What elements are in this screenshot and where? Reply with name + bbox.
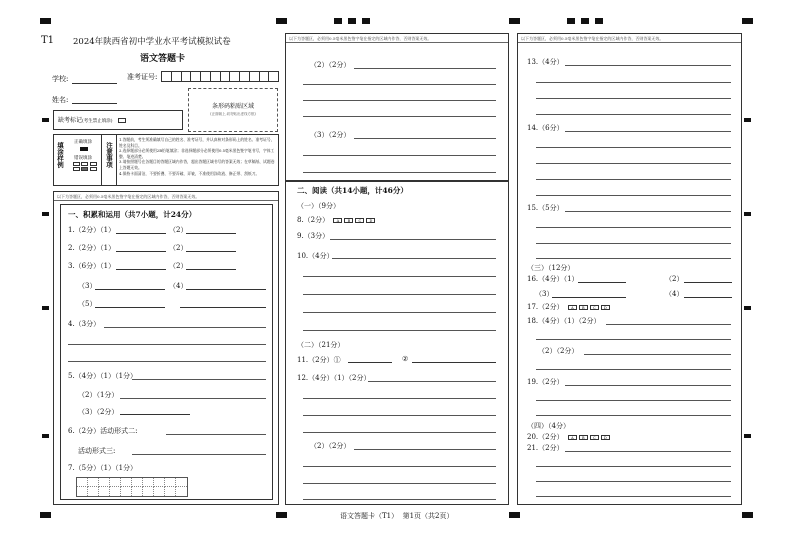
fill-example-side-label: 填涂样例 <box>56 142 64 168</box>
q13-answer-line[interactable] <box>536 82 731 83</box>
q18-answer-line[interactable] <box>584 354 731 355</box>
timing-mark <box>742 18 753 24</box>
q21-answer-line[interactable] <box>536 496 731 497</box>
q6-answer-2[interactable] <box>132 454 266 455</box>
q15-answer-line[interactable] <box>536 243 731 244</box>
q16-answer-4[interactable] <box>684 297 732 298</box>
q10-answer-line[interactable] <box>303 294 496 295</box>
answer-line[interactable] <box>303 172 496 173</box>
q16-label-4: （4） <box>665 290 684 298</box>
q19-answer-line[interactable] <box>536 400 731 401</box>
q8-label <box>297 215 375 225</box>
timing-mark <box>567 18 575 24</box>
note-item: 2.选择题部分必须使用2B铅笔填涂；非选择题部分必须使用0.5毫米黑色签字笔书写，字体工整、笔迹清楚。 <box>119 148 275 159</box>
q10-label: 10.（4分） <box>297 252 334 260</box>
q12-answer-line[interactable] <box>303 483 496 484</box>
q3-label: 3.（6分）（1） <box>68 262 116 270</box>
fill-divider <box>101 134 102 186</box>
q11-answer-2[interactable] <box>412 362 496 363</box>
q3-answer-5b[interactable] <box>180 307 266 308</box>
timing-mark <box>509 512 520 518</box>
q20-label <box>527 432 610 442</box>
notes-list <box>119 137 277 176</box>
q3-label-4: （4） <box>169 282 188 290</box>
q7-label: 7.（5分）（1）（1分） <box>68 464 138 472</box>
name-label: 姓名: <box>52 96 69 104</box>
q2-answer-2[interactable] <box>186 251 236 252</box>
timing-mark <box>744 212 751 216</box>
q16-answer-1[interactable] <box>578 282 626 283</box>
q17-option-c[interactable]: C <box>590 305 599 310</box>
q5-answer-1[interactable] <box>132 379 266 380</box>
q17-text: 17.（2分） <box>527 303 564 311</box>
q10-answer-line[interactable] <box>303 312 496 313</box>
q18-answer-line[interactable] <box>606 324 731 325</box>
answer-notice: 以下为答题区，必须用0.5毫米黑色签字笔在指定的区域内作答，否则答案无效。 <box>518 34 741 43</box>
q3-answer-4[interactable] <box>186 289 266 290</box>
timing-mark <box>744 306 751 310</box>
ticket-label: 准考证号: <box>127 73 158 81</box>
q20-text: 20.（2分） <box>527 433 564 441</box>
timing-mark <box>276 18 287 24</box>
q5-answer-2[interactable] <box>120 398 266 399</box>
part1-label: （一）（9分） <box>297 202 340 210</box>
q8-option-b[interactable]: B <box>344 218 353 223</box>
q12-answer-line[interactable] <box>303 398 496 399</box>
q1-answer-2[interactable] <box>186 233 236 234</box>
q21-answer-line[interactable] <box>536 466 731 467</box>
q15-answer-line[interactable] <box>536 258 731 259</box>
q8-option-c[interactable]: C <box>355 218 364 223</box>
q15-answer-line[interactable] <box>536 227 731 228</box>
timing-mark <box>42 212 49 216</box>
answer-notice: 以下为答题区，必须用0.5毫米黑色签字笔在指定的区域内作答，否则答案无效。 <box>286 34 508 43</box>
q16-answer-2[interactable] <box>684 282 732 283</box>
answer-notice: 以下为答题区，必须用0.5毫米黑色签字笔在指定的区域内作答，否则答案无效。 <box>54 192 278 201</box>
q5-label-2: （2）（1分） <box>78 391 119 399</box>
q20-option-b[interactable]: B <box>579 435 588 440</box>
wrong-fill-label: 错误填涂 <box>74 156 92 161</box>
ticket-number-boxes[interactable] <box>161 71 279 82</box>
q12-answer-line[interactable] <box>368 381 496 382</box>
section2-title: 二、阅读（共14小题，计46分） <box>297 186 408 195</box>
q11-label: 11.（2分）① <box>297 356 341 364</box>
q8-option-a[interactable]: A <box>333 218 342 223</box>
q2-answer-1[interactable] <box>116 251 166 252</box>
q9-label: 9.（3分） <box>297 232 330 240</box>
q15-answer-line[interactable] <box>565 211 731 212</box>
absent-label: 缺考标记 <box>58 117 83 124</box>
q6-label: 6.（2分）活动形式二: <box>68 427 138 435</box>
q9-answer-line[interactable] <box>330 239 496 240</box>
q20-option-d[interactable]: D <box>601 435 610 440</box>
q2-label: 2.（2分）（1） <box>68 244 116 252</box>
q12-answer-line[interactable] <box>303 499 496 500</box>
timing-mark <box>42 434 49 438</box>
q1-label: 1.（2分）（1） <box>68 226 116 234</box>
q3-label-5: （5） <box>78 300 97 308</box>
barcode-note: (正面朝上,切勿贴出虚线方框) <box>210 112 256 116</box>
q5-answer-3[interactable] <box>120 414 190 415</box>
timing-mark <box>742 512 753 518</box>
q14-label: 14.（6分） <box>527 124 564 132</box>
answer-line[interactable] <box>354 138 496 139</box>
correct-fill-label: 正确填涂 <box>74 140 92 145</box>
timing-mark <box>744 118 751 122</box>
q7-2-label: （2）（2分） <box>310 61 351 69</box>
q4-answer-line[interactable] <box>104 327 266 328</box>
q7-3-label: （3）（2分） <box>310 131 351 139</box>
timing-mark <box>42 306 49 310</box>
note-item: 3.请按照题号在各题目的答题区域内作答，超出答题区域书写的答案无效；在草稿纸、试题卷上答题无效。 <box>119 159 275 170</box>
q4-answer-line[interactable] <box>68 344 266 345</box>
q13-answer-line[interactable] <box>565 65 731 66</box>
q11-label-2: ② <box>402 355 409 363</box>
q11-answer-1[interactable] <box>348 362 392 363</box>
page-footer: 语文答题卡（T1） 第1页（共2页） <box>340 512 454 520</box>
q12-answer-line[interactable] <box>303 432 496 433</box>
timing-mark <box>40 512 51 518</box>
school-field[interactable] <box>72 83 117 84</box>
q19-answer-line[interactable] <box>536 415 731 416</box>
q15-label: 15.（5分） <box>527 204 564 212</box>
q3-label-2: （2） <box>169 262 188 270</box>
q17-label <box>527 302 610 312</box>
q12-answer-line[interactable] <box>303 466 496 467</box>
answer-region-2 <box>285 33 509 181</box>
timing-mark <box>362 18 370 24</box>
q4-label: 4.（3分） <box>68 320 101 328</box>
q18-label-2: （2）（2分） <box>538 347 579 355</box>
q10-answer-line[interactable] <box>332 258 496 259</box>
q17-option-d[interactable]: D <box>601 305 610 310</box>
note-item: 1.答题前，考生须准确填写自己的姓名、准考证号，并认真核对条形码上的姓名、准考证号，姓名及科目。 <box>119 137 275 148</box>
q12-label: 12.（4分）（1）（2分） <box>297 374 371 382</box>
barcode-area <box>188 88 278 132</box>
q14-answer-line[interactable] <box>536 163 731 164</box>
q16-answer-3[interactable] <box>552 297 626 298</box>
timing-mark <box>42 118 49 122</box>
timing-mark <box>595 18 603 24</box>
q14-answer-line[interactable] <box>536 195 731 196</box>
q13-label: 13.（4分） <box>527 58 564 66</box>
name-field[interactable] <box>72 103 117 104</box>
q4-answer-line[interactable] <box>68 361 266 362</box>
timing-mark <box>40 18 51 24</box>
q5-label: 5.（4分）（1）（1分） <box>68 372 138 380</box>
q13-answer-line[interactable] <box>536 114 731 115</box>
answer-line[interactable] <box>303 100 496 101</box>
q3-answer-2[interactable] <box>186 269 236 270</box>
exam-code: T1 <box>41 35 55 46</box>
wrong-fill-marks <box>73 162 97 172</box>
answer-line[interactable] <box>303 116 496 117</box>
q2-label-2: （2） <box>169 244 188 252</box>
q17-option-a[interactable]: A <box>568 305 577 310</box>
q17-option-b[interactable]: B <box>579 305 588 310</box>
q3-answer-3[interactable] <box>95 289 165 290</box>
q20-option-c[interactable]: C <box>590 435 599 440</box>
q19-label: 19.（2分） <box>527 378 564 386</box>
q13-answer-line[interactable] <box>536 98 731 99</box>
timing-mark <box>744 434 751 438</box>
q16-label: 16.（4分）（1） <box>527 275 579 283</box>
timing-mark <box>509 18 520 24</box>
q19-answer-line[interactable] <box>565 385 731 386</box>
timing-mark <box>348 18 356 24</box>
answer-line[interactable] <box>303 155 496 156</box>
q8-text: 8.（2分） <box>297 216 330 224</box>
q16-label-2: （2） <box>665 275 684 283</box>
exam-subtitle: 语文答题卡 <box>140 54 186 64</box>
q10-answer-line[interactable] <box>303 330 496 331</box>
q21-answer-line[interactable] <box>565 451 731 452</box>
q18-answer-line[interactable] <box>536 369 731 370</box>
q21-label: 21.（2分） <box>527 444 564 452</box>
barcode-title: 条形码粘贴区域 <box>211 103 254 110</box>
q6-answer-1[interactable] <box>166 434 266 435</box>
note-item: 4.保持卡面清洁，不要折叠、不要弄破、弄皱，不准使用涂改液、修正带、刮纸刀。 <box>119 170 260 176</box>
absent-mark-box <box>53 110 183 130</box>
q7-writing-grid[interactable] <box>76 477 188 497</box>
section1-title: 一、积累和运用（共7小题，计24分） <box>68 210 197 219</box>
timing-mark <box>276 512 287 518</box>
notes-divider <box>116 134 117 186</box>
q14-answer-line[interactable] <box>536 179 731 180</box>
q14-answer-line[interactable] <box>536 147 731 148</box>
q10-answer-line[interactable] <box>303 276 496 277</box>
q8-option-d[interactable]: D <box>366 218 375 223</box>
q3-answer-5[interactable] <box>95 307 165 308</box>
part4-label: （四）（4分） <box>527 422 570 430</box>
q18-label: 18.（4分）（1）（2分） <box>527 317 601 325</box>
q12-label-2: （2）（2分） <box>310 442 351 450</box>
answer-line[interactable] <box>303 84 496 85</box>
timing-mark <box>581 18 589 24</box>
school-label: 学校: <box>52 75 69 83</box>
q14-answer-line[interactable] <box>565 131 731 132</box>
timing-mark <box>334 18 342 24</box>
absent-note: (考生禁止填涂) <box>82 119 113 124</box>
q1-answer-1[interactable] <box>116 233 166 234</box>
q3-label-3: （3） <box>78 282 97 290</box>
q21-answer-line[interactable] <box>536 481 731 482</box>
q1-label-2: （2） <box>169 226 188 234</box>
q20-option-a[interactable]: A <box>568 435 577 440</box>
q3-answer-1[interactable] <box>116 269 166 270</box>
q6-label-2: 活动形式三: <box>78 447 116 455</box>
part2-label: （二）（21分） <box>297 341 345 349</box>
q18-answer-line[interactable] <box>536 339 731 340</box>
q12-answer-line[interactable] <box>354 449 496 450</box>
absent-checkbox[interactable] <box>118 118 126 123</box>
part3-label: （三）（12分） <box>527 264 575 272</box>
q12-answer-line[interactable] <box>303 415 496 416</box>
notes-label: 注意事项 <box>105 142 113 168</box>
q5-label-3: （3）（2分） <box>78 408 119 416</box>
q16-label-3: （3） <box>535 290 554 298</box>
exam-title: 2024年陕西省初中学业水平考试模拟试卷 <box>73 37 231 47</box>
correct-fill-mark <box>80 147 88 151</box>
answer-line[interactable] <box>354 68 496 69</box>
